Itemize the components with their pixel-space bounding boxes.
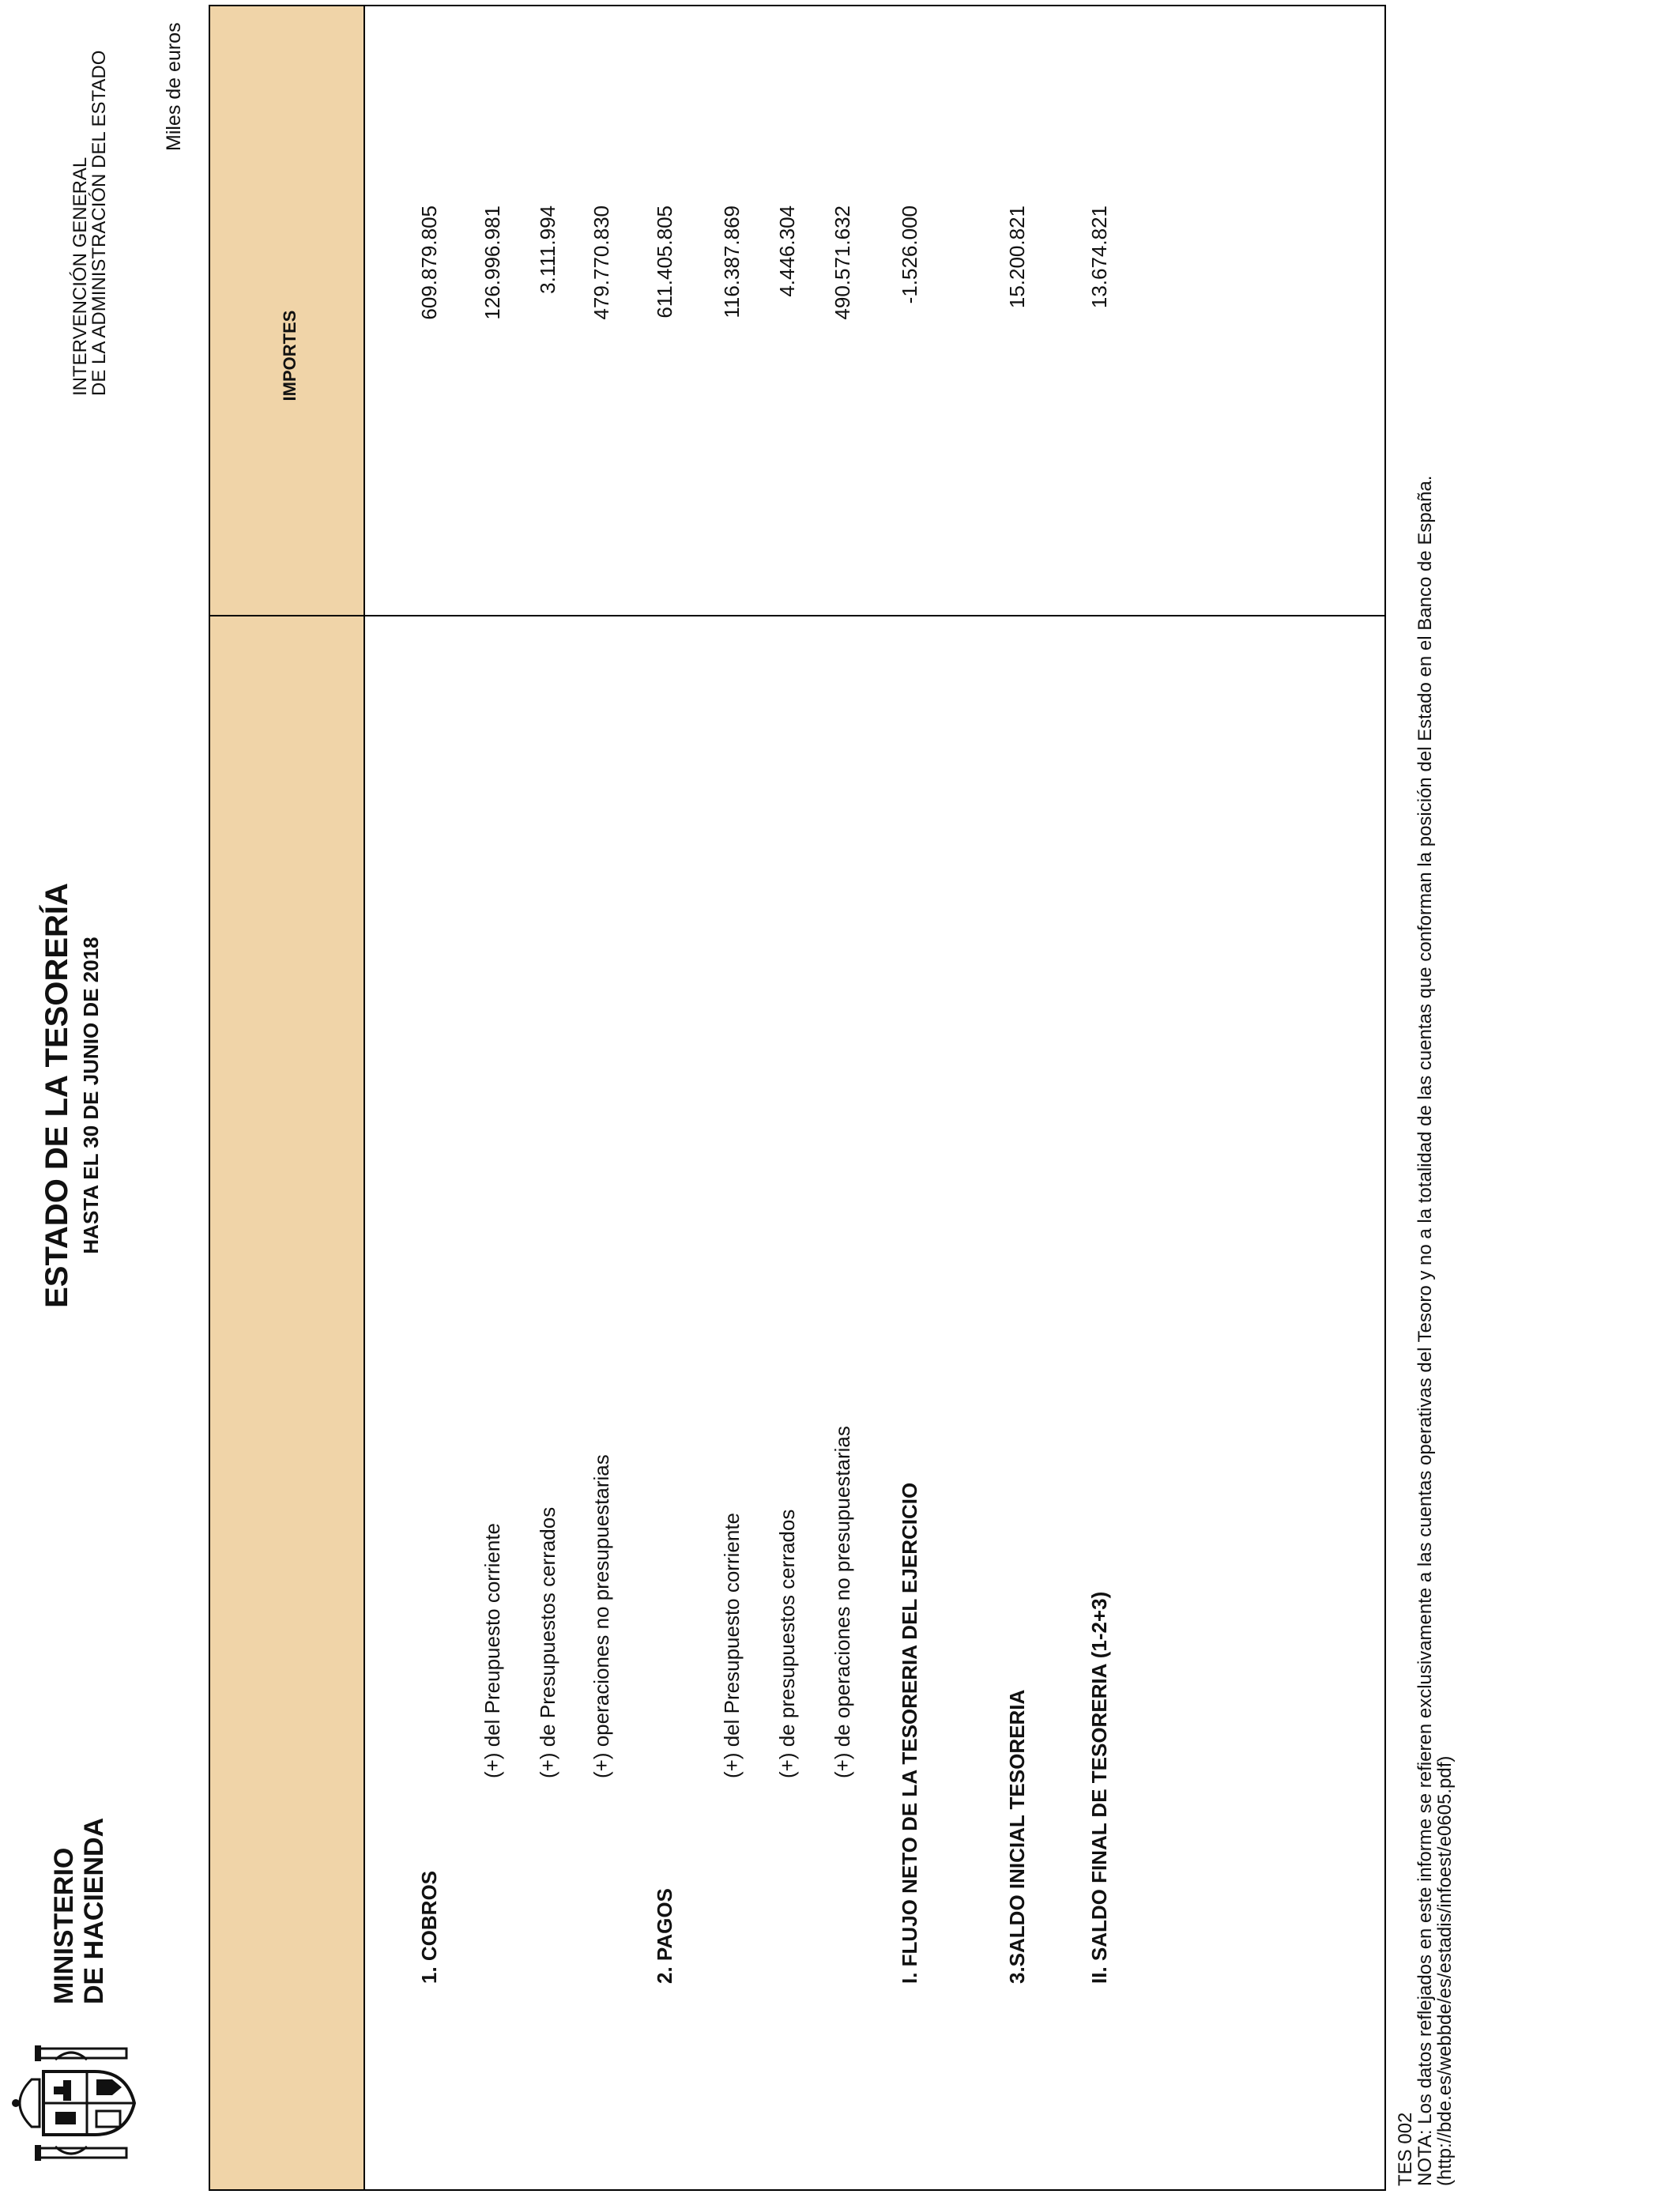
ministry-line-2: DE HACIENDA [79, 1817, 109, 2004]
units-label: Miles de euros [163, 22, 185, 151]
column-header-importes: IMPORTES [280, 310, 299, 401]
row-label-cobros-cerrados: (+) de Presupuestos cerrados [536, 1506, 559, 1778]
footer-code: TES 002 [1395, 2112, 1416, 2186]
row-value-saldo-final: 13.674.821 [1087, 205, 1111, 309]
column-divider [210, 615, 1384, 616]
organization-name [71, 51, 109, 396]
row-value-cobros-cerrados: 3.111.994 [536, 205, 559, 294]
document-subtitle: HASTA EL 30 DE JUNIO DE 2018 [79, 937, 103, 1254]
row-label-pagos: 2. PAGOS [653, 1888, 676, 1984]
row-label-cobros: 1. COBROS [417, 1870, 441, 1984]
row-value-pagos: 611.405.805 [653, 205, 676, 319]
ministry-name [49, 1818, 109, 2004]
row-value-pagos-cerrados: 4.446.304 [775, 205, 799, 297]
organization-line-1: INTERVENCIÓN GENERAL [70, 156, 91, 396]
row-label-cobros-no-presupuestarias: (+) operaciones no presupuestarias [590, 1454, 613, 1778]
row-value-cobros: 609.879.805 [417, 205, 441, 320]
treasury-table [209, 5, 1386, 2191]
row-value-pagos-no-presupuestarias: 490.571.632 [831, 205, 854, 320]
ministry-line-1: MINISTERIO [49, 1847, 79, 2004]
row-label-cobros-corriente: (+) del Preupuesto corriente [480, 1522, 504, 1778]
row-value-cobros-no-presupuestarias: 479.770.830 [590, 205, 613, 320]
footer-link[interactable]: (http://bde.es/webbde/es/estadis/infoest/e0605.pdf) [1434, 1755, 1456, 2186]
footer-note: NOTA: Los datos reflejados en este informe se refieren exclusivamente a las cuentas operativas del Tesoro y no a la totalidad de las cuentas que conforman la posición del Estado en el Banco de España. [1414, 475, 1436, 2186]
row-label-pagos-corriente: (+) del Presupuesto corriente [720, 1512, 744, 1778]
row-label-saldo-final: II. SALDO FINAL DE TESORERIA (1-2+3) [1087, 1591, 1111, 1984]
row-value-pagos-corriente: 116.387.869 [720, 205, 744, 319]
row-label-pagos-no-presupuestarias: (+) de operaciones no presupuestarias [831, 1426, 854, 1778]
row-label-flujo-neto: I. FLUJO NETO DE LA TESORERIA DEL EJERCICIO [898, 1482, 921, 1984]
row-value-cobros-corriente: 126.996.981 [480, 205, 504, 320]
document-title: ESTADO DE LA TESORERÍA [40, 883, 74, 1308]
row-value-flujo-neto: -1.526.000 [898, 205, 921, 304]
row-label-saldo-inicial: 3.SALDO INICIAL TESORERIA [1005, 1689, 1029, 1984]
coat-of-arms-logo [8, 2044, 142, 2162]
organization-line-2: DE LA ADMINISTRACIÓN DEL ESTADO [89, 50, 110, 396]
row-value-saldo-inicial: 15.200.821 [1005, 205, 1029, 309]
row-label-pagos-cerrados: (+) de presupuestos cerrados [775, 1509, 799, 1778]
